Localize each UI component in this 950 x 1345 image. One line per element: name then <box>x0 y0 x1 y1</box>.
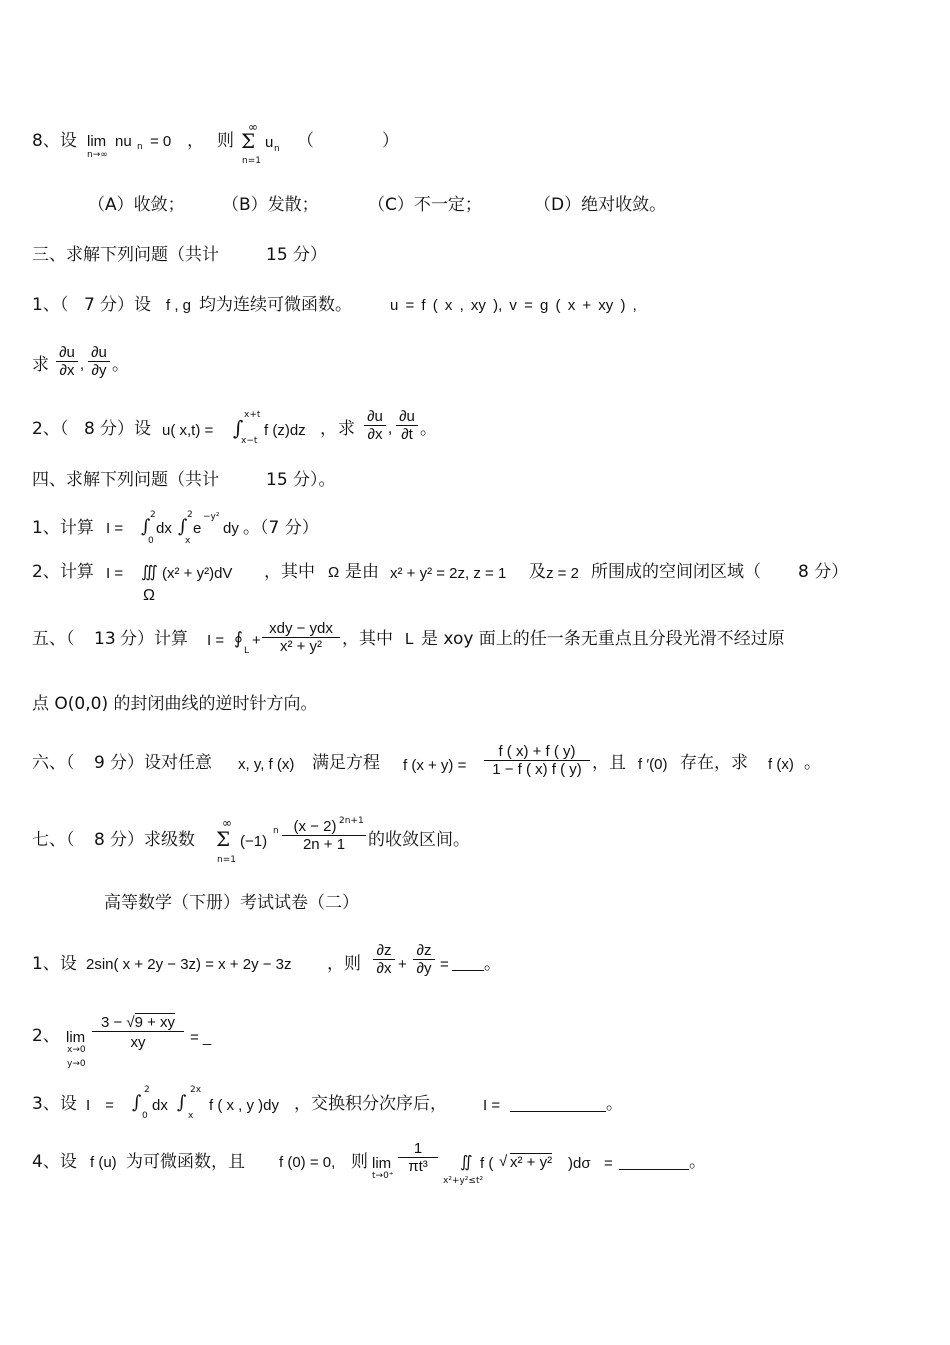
sec5-text: 是 xoy 面上的任一条无重点且分段光滑不经过原 <box>421 629 785 649</box>
sec3-p2-d2-den: ∂t <box>396 425 418 443</box>
sec4-p2-and: 及 <box>529 562 546 582</box>
q8-paren: （ ） <box>297 131 399 151</box>
b1-end: 。 <box>484 954 501 974</box>
q8-sum-top: ∞ <box>248 120 258 134</box>
sec5-after: ，其中 <box>342 629 393 649</box>
sec7-den: 2n + 1 <box>282 835 366 853</box>
q8-then: 则 <box>217 131 234 151</box>
b4-root: x² + y² <box>510 1154 553 1171</box>
sec4-p1-int1-up: 2 <box>150 510 156 520</box>
b3-I: I = <box>86 1097 114 1114</box>
sec5-I: I = <box>207 632 225 649</box>
sec5-pts: 13 <box>94 629 116 649</box>
sec3-p2-end: 。 <box>420 419 437 439</box>
sec4-p2-pts: 8 分） <box>798 562 849 582</box>
b4-region: x²+y²≤t² <box>443 1176 484 1186</box>
b4-fu: f (u) <box>90 1154 117 1171</box>
sec5-plus: + <box>252 632 261 649</box>
b4-eq: = <box>604 1155 613 1172</box>
b4-text: 为可微函数，且 <box>126 1152 245 1172</box>
b3-body: f ( x , y )dy <box>209 1097 280 1114</box>
sec3-title: 三、求解下列问题（共计 <box>32 245 219 265</box>
sec4-p1-int2: ∫ <box>178 516 188 537</box>
sec4-score: 15 分）。 <box>266 470 336 490</box>
sec3-p2-frac-1 <box>364 408 386 443</box>
b1-d1: ∂x <box>373 959 395 977</box>
sec5-L: L <box>405 631 414 648</box>
sec3-p1-d2-den: ∂y <box>88 361 110 379</box>
b4-lim: lim <box>372 1155 392 1172</box>
b4-fraction <box>398 1140 438 1175</box>
q8-sum-bot: n=1 <box>242 156 261 166</box>
sec3-p2-d1-num: ∂u <box>367 408 383 425</box>
b4-f: f ( <box>480 1155 494 1172</box>
q8-choice-b: （B）发散； <box>222 195 319 215</box>
sec3-p1-fg: f , g <box>166 297 192 314</box>
sec4-p1-end: 。（7 分） <box>243 518 319 538</box>
sec7-sum-top: ∞ <box>222 816 232 830</box>
sec3-p2-pts: 8 <box>84 419 95 439</box>
sec4-p1-int2-lo: x <box>185 536 191 546</box>
sec3-p2-int-lower: x−t <box>241 436 258 446</box>
sec4-p2-eq2: z = 2 <box>546 565 579 582</box>
b4-end: 。 <box>689 1152 706 1172</box>
q8-sum-term-sub: n <box>274 144 280 154</box>
q8-choice-a: （A）收敛； <box>88 195 185 215</box>
b4-num: 1 <box>413 1140 423 1157</box>
sec3-p2-comma: ， <box>320 419 337 439</box>
b1-label: 1、设 <box>32 954 77 974</box>
b4-label: 4、设 <box>32 1152 77 1172</box>
b1-comma: ，则 <box>327 954 361 974</box>
sec6-fraction <box>484 743 590 778</box>
b4-double: ∬ <box>460 1154 473 1171</box>
sec7-mid: 分）求级数 <box>110 830 195 850</box>
b4-lim-sub: t→0⁺ <box>372 1171 394 1181</box>
sec7-num-sup: 2n+1 <box>339 816 364 826</box>
sec4-p2-body: (x² + y²)dV <box>162 565 233 582</box>
sec4-p1-e-sup: −y² <box>203 512 220 522</box>
sec7-num: (x − 2) <box>293 818 337 835</box>
sec3-p2-d1-den: ∂x <box>364 425 386 443</box>
b4-dsig: )dσ <box>568 1155 591 1172</box>
b2-num-root: 9 + xy <box>134 1014 176 1031</box>
sec4-p1-e: e <box>193 520 202 537</box>
sec4-p2-text1: 是由 <box>345 562 379 582</box>
sec3-p2-d2-num: ∂u <box>399 408 415 425</box>
sec4-p1-dy: dy <box>223 520 239 537</box>
sec3-p1-end: 。 <box>112 355 129 375</box>
sec5-label: 五、（ <box>32 629 75 649</box>
q8-sum-sign: Σ <box>241 129 256 153</box>
sec6-text: 满足方程 <box>312 753 380 773</box>
q8-comma: ， <box>187 131 204 151</box>
b2-lim: lim <box>66 1029 86 1046</box>
sec6-end: 。 <box>804 753 821 773</box>
b4-answer-blank[interactable] <box>619 1155 689 1170</box>
sec3-p2-ask: 求 <box>338 419 355 439</box>
sec3-p2-int-upper: x+t <box>244 410 261 420</box>
b1-n1: ∂z <box>376 942 392 959</box>
sec6-exist: 存在，求 <box>680 753 748 773</box>
q8-sum-term: u <box>265 134 274 151</box>
paper-2-title: 高等数学（下册）考试试卷（二） <box>104 893 359 913</box>
sec7-term-sup: n <box>273 826 279 836</box>
sec4-p2-eq1: x² + y² = 2z, z = 1 <box>390 565 507 582</box>
b3-int2: ∫ <box>177 1092 187 1113</box>
sec4-p2-label: 2、计算 <box>32 562 94 582</box>
sec3-p1-pts: 7 <box>84 295 95 315</box>
b4-then: 则 <box>351 1152 368 1172</box>
sec5-L-sub: L <box>244 646 250 656</box>
b1-plus: + <box>398 956 407 973</box>
b2-sub2: y→0 <box>67 1059 86 1069</box>
sec3-p2-frac-2 <box>396 408 418 443</box>
sec7-end: 的收敛区间。 <box>368 830 470 850</box>
sec6-fp: f ′(0) <box>638 756 668 773</box>
sec3-p1-frac-1 <box>56 344 78 379</box>
sec3-p2-integrand: f (z)dz <box>264 422 306 439</box>
sec5-fraction <box>262 620 340 655</box>
b2-fraction <box>92 1014 184 1051</box>
sec3-p2-label: 2、（ <box>32 419 69 439</box>
b3-I2: I = <box>483 1097 501 1114</box>
sec3-p1-label: 1、（ <box>32 295 69 315</box>
sec4-p1-expr: I = <box>106 520 124 537</box>
sec5-line2-text: 点 O(0,0) 的封闭曲线的逆时针方向。 <box>32 694 318 714</box>
q8-expr-sub: n <box>137 142 143 152</box>
sec5-num: xdy − ydx <box>269 620 333 637</box>
b4-f0: f (0) = 0, <box>279 1154 336 1171</box>
b3-int1-lo: 0 <box>142 1111 148 1121</box>
sec6-after: ，且 <box>592 753 626 773</box>
b1-n2: ∂z <box>416 942 432 959</box>
q8-choice-c: （C）不一定； <box>368 195 482 215</box>
sec3-p1-frac-2 <box>88 344 110 379</box>
sec6-den: 1 − f ( x) f ( y) <box>484 760 590 778</box>
q8-expr: nu <box>115 133 132 150</box>
b1-answer-blank[interactable] <box>452 956 484 971</box>
sec3-p1-eq: u = f ( x , xy ), v = g ( x + xy ) , <box>390 297 637 314</box>
b3-int1-up: 2 <box>144 1085 150 1095</box>
sec6-num: f ( x) + f ( y) <box>498 743 576 760</box>
sec3-p1-d1-num: ∂u <box>59 344 75 361</box>
sec3-p2-mid: 分）设 <box>100 419 151 439</box>
sec7-label: 七、（ <box>32 830 75 850</box>
sec4-p1-label: 1、计算 <box>32 518 94 538</box>
b3-int2-up: 2x <box>190 1085 202 1095</box>
sec6-pts: 9 <box>94 753 105 773</box>
sec3-p1-sep: , <box>80 356 85 373</box>
sec3-p2-integral: ∫ <box>233 416 244 440</box>
b3-label: 3、设 <box>32 1094 77 1114</box>
sec6-mid: 分）设对任意 <box>110 753 212 773</box>
sec3-p1-text: 均为连续可微函数。 <box>199 295 352 315</box>
sec7-term: (−1) <box>240 833 268 850</box>
q8-lim: lim <box>87 133 107 150</box>
b2-sub1: x→0 <box>67 1045 86 1055</box>
b1-d2: ∂y <box>413 959 435 977</box>
b2-num-a: 3 − <box>100 1014 123 1031</box>
sec4-p2-omega2: Ω <box>328 564 340 581</box>
sec4-p2-comma: ，其中 <box>264 562 315 582</box>
sec7-sum-sign: Σ <box>216 827 231 851</box>
sec4-p1-int2-up: 2 <box>187 510 193 520</box>
b4-sqrt-icon: √ <box>499 1153 508 1170</box>
sec3-p2-lhs: u( x,t) = <box>162 422 214 439</box>
sec3-p2-sep: , <box>388 420 393 437</box>
b1-frac-1 <box>373 942 395 977</box>
sec4-p2-omega: Ω <box>143 587 155 604</box>
b3-comma: ，交换积分次序后， <box>294 1094 447 1114</box>
b2-eq: = _ <box>190 1029 212 1046</box>
b2-label: 2、 <box>32 1026 60 1046</box>
q8-prefix: 8、设 <box>32 131 77 151</box>
sec6-fx: f (x) <box>768 756 794 773</box>
sec3-p1-d1-den: ∂x <box>56 361 78 379</box>
b3-int1: ∫ <box>132 1092 142 1113</box>
sec4-p1-dx: dx <box>156 520 172 537</box>
q8-choice-d: （D）绝对收敛。 <box>534 195 667 215</box>
b3-int2-lo: x <box>188 1111 194 1121</box>
b1-eq2: = <box>440 956 449 973</box>
sec5-mid: 分）计算 <box>120 629 188 649</box>
sec4-p1-int1: ∫ <box>141 516 151 537</box>
sec6-lhs: f (x + y) = <box>403 757 467 774</box>
sec3-p1-d2-num: ∂u <box>91 344 107 361</box>
sec4-p1-int1-lo: 0 <box>148 536 154 546</box>
b3-dx: dx <box>152 1097 168 1114</box>
b2-den: xy <box>92 1031 184 1051</box>
q8-lim-sub: n→∞ <box>87 150 108 160</box>
sec4-p2-triple: ∭ <box>141 564 158 581</box>
sec6-vars: x, y, f (x) <box>238 756 295 773</box>
sec3-p1-ask-label: 求 <box>32 355 49 375</box>
sec6-label: 六、（ <box>32 753 75 773</box>
b4-den: πt³ <box>398 1157 438 1175</box>
b2-numerator <box>92 1014 184 1031</box>
sec4-p2-expr: I = <box>106 565 124 582</box>
sec5-oint: ∮ <box>234 629 243 648</box>
b2-sqrt-icon: √ <box>126 1014 135 1031</box>
sec7-sum-bot: n=1 <box>217 855 236 865</box>
sec4-title: 四、求解下列问题（共计 <box>32 470 219 490</box>
b3-end: 。 <box>606 1094 623 1114</box>
b1-frac-2 <box>413 942 435 977</box>
sec7-pts: 8 <box>94 830 105 850</box>
b1-eq: 2sin( x + 2y − 3z) = x + 2y − 3z <box>86 956 292 973</box>
sec4-p2-text2: 所围成的空间闭区域（ <box>591 562 761 582</box>
sec3-score: 15 分） <box>266 245 328 265</box>
sec5-den: x² + y² <box>262 637 340 655</box>
b3-answer-blank[interactable] <box>510 1097 606 1112</box>
sec3-p1-mid: 分）设 <box>100 295 151 315</box>
q8-eq: = 0 <box>150 133 172 150</box>
